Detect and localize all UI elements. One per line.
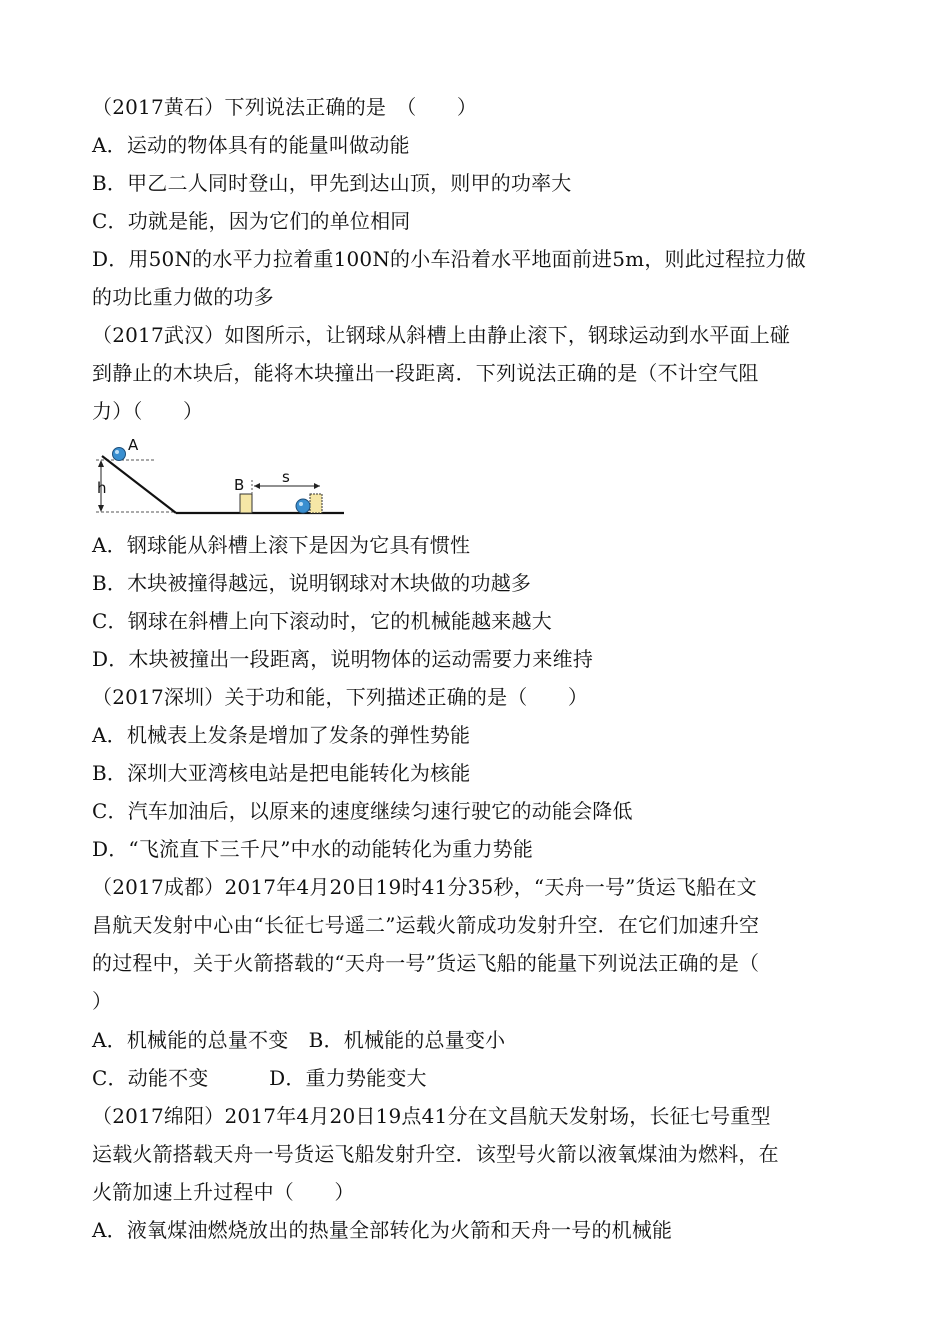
steel-ball-a (113, 448, 126, 461)
steel-ball-end (296, 499, 310, 513)
q5-stem-line1: （2017绵阳）2017年4月20日19点41分在文昌航天发射场，长征七号重型 (92, 1104, 771, 1128)
q1-option-c: C．功就是能，因为它们的单位相同 (92, 209, 411, 233)
q1-stem: （2017黄石）下列说法正确的是 （ ） (92, 95, 478, 119)
label-b: B (234, 476, 245, 494)
q2-option-b: B．木块被撞得越远，说明钢球对木块做的功越多 (92, 571, 532, 595)
q3-option-b: B．深圳大亚湾核电站是把电能转化为核能 (92, 761, 471, 785)
label-h: h (97, 479, 107, 497)
q1-option-d-cont: 的功比重力做的功多 (92, 285, 274, 309)
q3-option-c: C．汽车加油后，以原来的速度继续匀速行驶它的动能会降低 (92, 799, 633, 823)
q2-stem-line2: 到静止的木块后，能将木块撞出一段距离．下列说法正确的是（不计空气阻 (92, 361, 759, 385)
q3-option-d: D．“飞流直下三千尺”中水的动能转化为重力势能 (92, 837, 534, 861)
q3-stem: （2017深圳）关于功和能，下列描述正确的是（ ） (92, 685, 589, 709)
q4-option-ab: A．机械能的总量不变 B．机械能的总量变小 (92, 1028, 506, 1052)
q4-option-cd: C．动能不变 D．重力势能变大 (92, 1066, 427, 1090)
q5-option-a: A．液氧煤油燃烧放出的热量全部转化为火箭和天舟一号的机械能 (92, 1218, 673, 1242)
q1-option-d: D．用50N的水平力拉着重100N的小车沿着水平地面前进5m，则此过程拉力做 (92, 247, 806, 271)
q1-option-a: A．运动的物体具有的能量叫做动能 (92, 133, 410, 157)
q2-option-d: D．木块被撞出一段距离，说明物体的运动需要力来维持 (92, 647, 594, 671)
displaced-block (310, 494, 322, 513)
ramp-slope (102, 456, 176, 513)
q2-stem-line1: （2017武汉）如图所示，让钢球从斜槽上由静止滚下，钢球运动到水平面上碰 (92, 323, 791, 347)
label-a: A (128, 436, 139, 454)
q5-stem-line2: 运载火箭搭载天舟一号货运飞船发射升空．该型号火箭以液氧煤油为燃料，在 (92, 1142, 779, 1166)
q3-option-a: A．机械表上发条是增加了发条的弹性势能 (92, 723, 471, 747)
q4-stem-line4: ） (92, 989, 113, 1013)
q2-option-a: A．钢球能从斜槽上滚下是因为它具有惯性 (92, 533, 471, 557)
q4-stem-line3: 的过程中，关于火箭搭载的“天舟一号”货运飞船的能量下列说法正确的是（ (92, 951, 760, 975)
ramp-diagram (92, 436, 352, 522)
label-s: s (282, 468, 290, 486)
q4-stem-line1: （2017成都）2017年4月20日19时41分35秒，“天舟一号”货运飞船在文 (92, 875, 757, 899)
q4-stem-line2: 昌航天发射中心由“长征七号遥二”运载火箭成功发射升空．在它们加速升空 (92, 913, 760, 937)
q5-stem-line3: 火箭加速上升过程中（ ） (92, 1180, 355, 1204)
q2-option-c: C．钢球在斜槽上向下滚动时，它的机械能越来越大 (92, 609, 552, 633)
q2-stem-line3: 力）（ ） (92, 399, 204, 423)
q1-option-b: B．甲乙二人同时登山，甲先到达山顶，则甲的功率大 (92, 171, 572, 195)
wooden-block-b (240, 494, 252, 513)
